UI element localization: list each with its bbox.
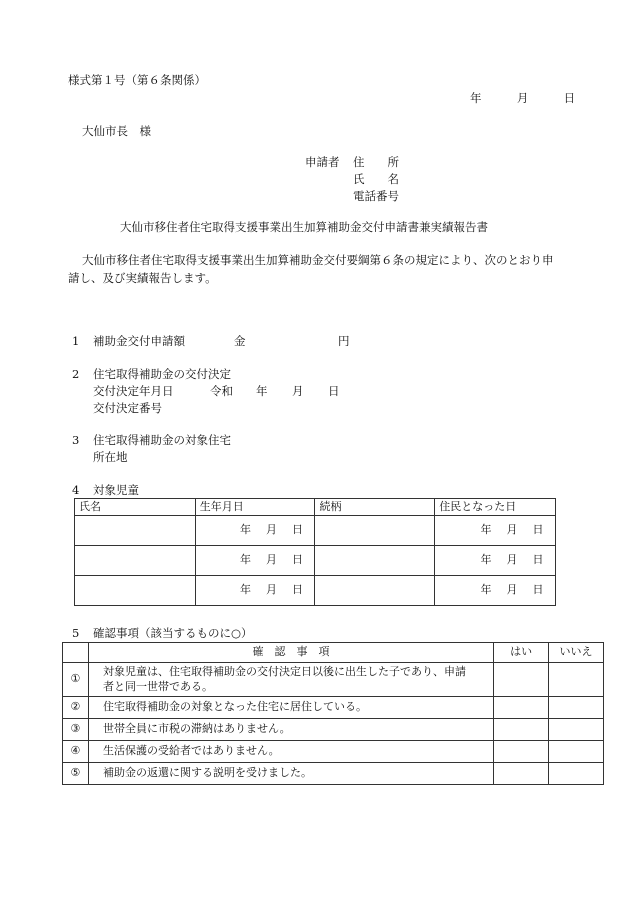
item2-number-label: 交付決定番号 <box>93 401 162 415</box>
header-mark <box>63 643 89 663</box>
item4-number: 4 <box>72 483 80 497</box>
header-yes: はい <box>494 643 549 663</box>
no-checkbox-cell[interactable] <box>549 719 604 741</box>
header-no: いいえ <box>549 643 604 663</box>
table-row <box>75 546 556 576</box>
item2-date-label: 交付決定年月日 <box>93 384 174 398</box>
relation-cell[interactable] <box>315 516 435 546</box>
row-text: 世帯全員に市税の滞納はありません。 <box>88 719 493 741</box>
no-checkbox-cell[interactable] <box>549 741 604 763</box>
item3-label: 住宅取得補助金の対象住宅 <box>93 433 231 447</box>
date-year-label: 年 <box>470 91 482 105</box>
item2-month: 月 <box>292 384 304 398</box>
item5-label: 確認事項（該当するものに○） <box>93 626 253 640</box>
child-name-cell[interactable] <box>75 576 196 606</box>
date-month-label: 月 <box>516 91 529 105</box>
applicant-address-label: 住 所 <box>353 155 399 169</box>
row-mark: ② <box>63 697 89 719</box>
date-day-label: 日 <box>563 91 576 105</box>
form-number: 様式第１号（第６条関係） <box>68 73 206 87</box>
row-mark: ① <box>63 663 89 697</box>
yes-checkbox-cell[interactable] <box>494 763 549 785</box>
no-checkbox-cell[interactable] <box>549 697 604 719</box>
resident-date-cell[interactable]: 年 月 日 <box>435 516 556 546</box>
row-text: 住宅取得補助金の対象となった住宅に居住している。 <box>88 697 493 719</box>
header-name: 氏名 <box>75 499 196 516</box>
children-table <box>74 498 556 606</box>
yes-checkbox-cell[interactable] <box>494 719 549 741</box>
no-checkbox-cell[interactable] <box>549 763 604 785</box>
yes-checkbox-cell[interactable] <box>494 663 549 697</box>
row-mark: ③ <box>63 719 89 741</box>
child-name-cell[interactable] <box>75 516 196 546</box>
item2-day: 日 <box>328 384 340 398</box>
confirmation-table-header <box>63 643 604 663</box>
item1-number: 1 <box>72 334 80 348</box>
item2-reiwa: 令和 <box>210 384 233 398</box>
item5-number: 5 <box>72 626 80 640</box>
applicant-phone-label: 電話番号 <box>353 189 399 203</box>
birthdate-cell[interactable]: 年 月 日 <box>195 516 315 546</box>
applicant-label: 申請者 <box>305 155 340 169</box>
child-name-cell[interactable] <box>75 546 196 576</box>
table-row <box>63 719 604 741</box>
item4-label: 対象児童 <box>93 483 139 497</box>
table-row <box>63 763 604 785</box>
header-birthdate: 生年月日 <box>195 499 315 516</box>
date-line <box>470 90 575 106</box>
header-confirmation: 確 認 事 項 <box>88 643 493 663</box>
item2-label: 住宅取得補助金の交付決定 <box>93 367 231 381</box>
row-mark: ⑤ <box>63 763 89 785</box>
item2-year: 年 <box>256 384 268 398</box>
document-title: 大仙市移住者住宅取得支援事業出生加算補助金交付申請書兼実績報告書 <box>120 220 488 234</box>
row-text: 生活保護の受給者ではありません。 <box>88 741 493 763</box>
table-row <box>63 663 604 697</box>
relation-cell[interactable] <box>315 576 435 606</box>
item2-number: 2 <box>72 367 80 381</box>
item1-label: 補助金交付申請額 <box>93 334 185 348</box>
intro-text-line2: 請し、及び実績報告します。 <box>68 271 217 285</box>
item3-location-label: 所在地 <box>93 450 128 464</box>
item1-kin: 金 <box>234 334 246 348</box>
yes-checkbox-cell[interactable] <box>494 741 549 763</box>
resident-date-cell[interactable]: 年 月 日 <box>435 576 556 606</box>
birthdate-cell[interactable]: 年 月 日 <box>195 576 315 606</box>
row-text: 補助金の返還に関する説明を受けました。 <box>88 763 493 785</box>
table-row <box>63 741 604 763</box>
item3-number: 3 <box>72 433 80 447</box>
header-relation: 続柄 <box>315 499 435 516</box>
header-resident-date: 住民となった日 <box>435 499 556 516</box>
relation-cell[interactable] <box>315 546 435 576</box>
birthdate-cell[interactable]: 年 月 日 <box>195 546 315 576</box>
table-row <box>75 576 556 606</box>
item1-yen: 円 <box>338 334 350 348</box>
row-text: 対象児童は、住宅取得補助金の交付決定日以後に出生した子であり、申請 者と同一世帯である。 <box>88 663 493 697</box>
intro-text-line1: 大仙市移住者住宅取得支援事業出生加算補助金交付要綱第６条の規定により、次のとおり申 <box>82 253 554 267</box>
table-row <box>75 516 556 546</box>
yes-checkbox-cell[interactable] <box>494 697 549 719</box>
no-checkbox-cell[interactable] <box>549 663 604 697</box>
row-mark: ④ <box>63 741 89 763</box>
applicant-name-label: 氏 名 <box>353 172 399 186</box>
table-row <box>63 697 604 719</box>
confirmation-table <box>62 642 604 785</box>
resident-date-cell[interactable]: 年 月 日 <box>435 546 556 576</box>
children-table-header <box>75 499 556 516</box>
addressee: 大仙市長 様 <box>82 124 151 138</box>
